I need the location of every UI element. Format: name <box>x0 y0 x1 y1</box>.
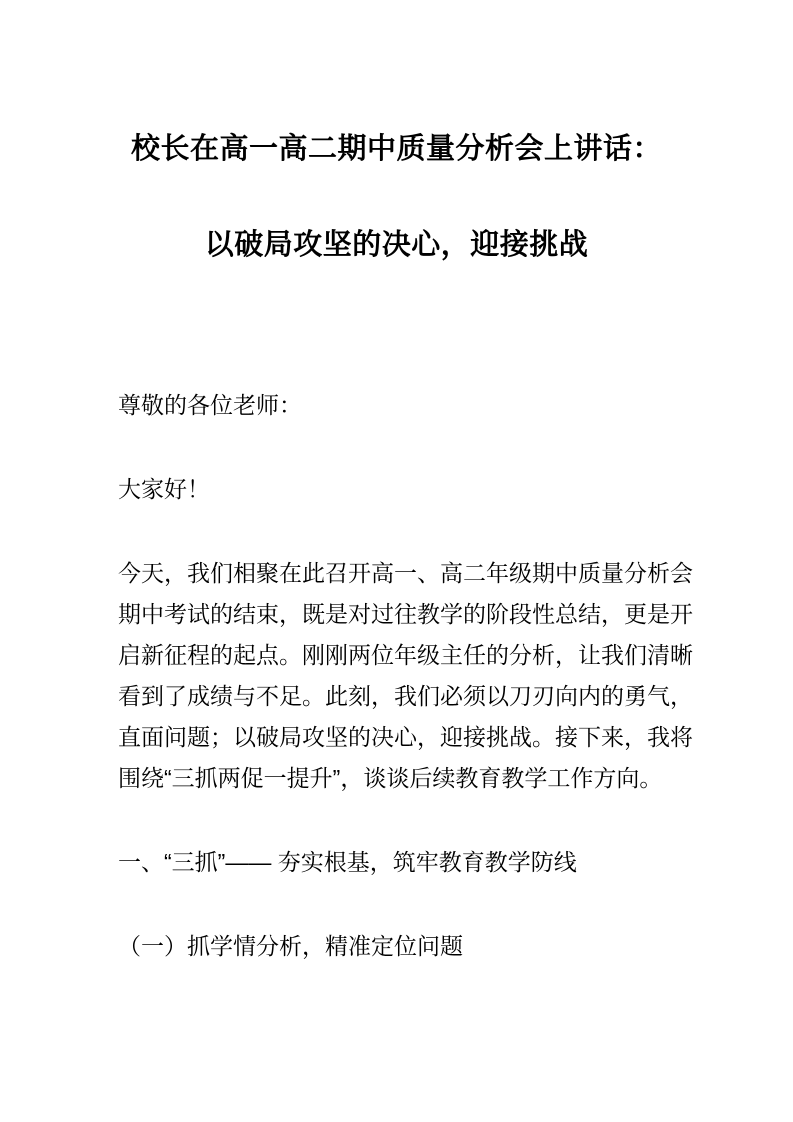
document-title-line1: 校长在高一高二期中质量分析会上讲话： <box>130 133 662 165</box>
paragraph-1 <box>118 553 693 799</box>
paragraph-1-line-3: 启新征程的起点。刚刚两位年级主任的分析，让我们清晰 <box>118 642 693 668</box>
paragraph-1-line-1: 今天，我们相聚在此召开高一、高二年级期中质量分析会 <box>118 560 693 586</box>
paragraph-1-line-4: 看到了成绩与不足。此刻，我们必须以刀刃向内的勇气， <box>118 683 693 709</box>
greeting-line: 尊敬的各位老师： <box>118 392 302 418</box>
salutation-line: 大家好！ <box>118 476 210 502</box>
document-title-line2: 以破局攻坚的决心，迎接挑战 <box>204 229 589 261</box>
section-heading: 一、“三抓”—— 夯实根基，筑牢教育教学防线 <box>118 849 577 875</box>
paragraph-1-line-6: 围绕“三抓两促一提升”，谈谈后续教育教学工作方向。 <box>118 765 663 791</box>
paragraph-1-line-2: 期中考试的结束，既是对过往教学的阶段性总结，更是开 <box>118 601 693 627</box>
paragraph-1-line-5: 直面问题；以破局攻坚的决心，迎接挑战。接下来，我将 <box>118 724 693 750</box>
subsection-heading: （一）抓学情分析，精准定位问题 <box>118 933 463 959</box>
document-body <box>0 385 793 967</box>
